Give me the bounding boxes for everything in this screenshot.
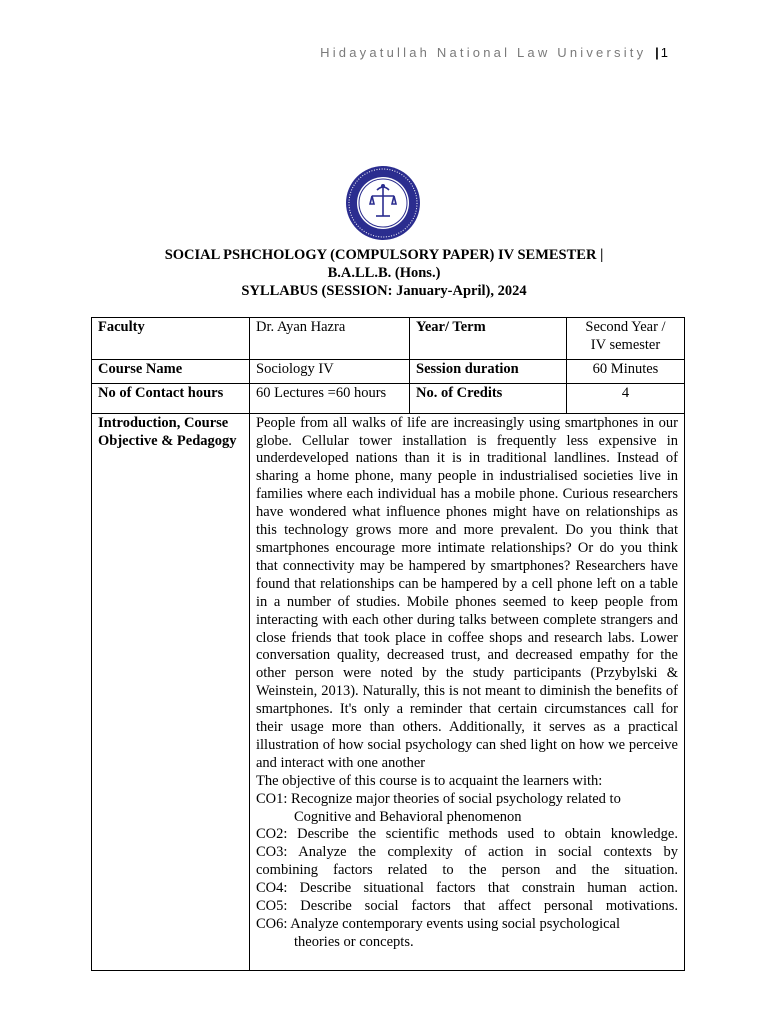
course-objective-4: CO4: Describe situational factors that constrain human action. — [256, 880, 678, 897]
course-objective-3-continued: combining factors related to the person and the situation. — [256, 862, 678, 879]
intro-label — [92, 413, 250, 970]
year-value-line-2: IV semester — [590, 336, 661, 353]
table-row-faculty — [92, 318, 685, 360]
table-row-introduction — [92, 413, 685, 970]
credits-label: No. of Credits — [410, 383, 567, 413]
university-seal-logo — [344, 164, 422, 242]
header-separator: | — [655, 45, 659, 60]
course-objective-3: CO3: Analyze the complexity of action in social contexts by — [256, 844, 678, 861]
year-label: Year/ Term — [410, 318, 567, 360]
year-value-line-1: Second Year / — [585, 319, 666, 335]
page-header — [320, 45, 668, 60]
contact-value: 60 Lectures =60 hours — [250, 383, 410, 413]
intro-content — [250, 413, 685, 970]
syllabus-table — [91, 317, 685, 971]
intro-label-line-1: Introduction, Course — [98, 414, 229, 431]
course-label: Course Name — [92, 359, 250, 383]
contact-label: No of Contact hours — [92, 383, 250, 413]
objective-intro: The objective of this course is to acquaint the learners with: — [256, 772, 603, 789]
table-row-contact — [92, 383, 685, 413]
course-value: Sociology IV — [250, 359, 410, 383]
course-objective-2: CO2: Describe the scientific methods used to obtain knowledge. — [256, 826, 678, 843]
intro-paragraph: People from all walks of life are increasingly using smartphones in our globe. Cellular tower installation is frequently less expensive in underdeveloped nations than it is in traditional landlines. Instead of sharing a home phone, many people in industrialised societies live in families where each individual has a mobile phone. Curious researchers have wondered what influence phones might have on relationships as this technology grows more and more prevalent. Do you think that smartphones encourage more intimate relationships? Or do you think that connectivity may be hampered by smartphones? Researchers have found that relationships can be hampered by a cell phone left on a table in a number of studies. Mobile phones seemed to keep people from interacting with each other during talks between complete strangers and close friends that took place in coffee shops and research labs. Lower conversation quality, decreased trust, and decreased empathy for the other person were noted by the study participants (Przybylski & Weinstein, 2013). Naturally, this is not meant to diminish the benefits of smartphones. It's only a reminder that certain circumstances call for their usage more than others. Additionally, it serves as a practical illustration of how social psychology can shed light on how we perceive and interact with one another — [256, 414, 678, 771]
duration-value: 60 Minutes — [567, 359, 685, 383]
table-row-course — [92, 359, 685, 383]
page-number: 1 — [660, 45, 668, 60]
course-objective-6-continued: theories or concepts. — [294, 933, 414, 950]
course-objective-6: CO6: Analyze contemporary events using social psychological — [256, 916, 621, 932]
university-name: Hidayatullah National Law University — [320, 45, 647, 60]
faculty-label: Faculty — [92, 318, 250, 360]
credits-value: 4 — [567, 383, 685, 413]
title-line-3: SYLLABUS (SESSION: January-April), 2024 — [241, 283, 527, 299]
course-objective-1-continued: Cognitive and Behavioral phenomenon — [294, 808, 522, 825]
intro-label-line-2: Objective & Pedagogy — [98, 432, 237, 449]
duration-label: Session duration — [410, 359, 567, 383]
course-objective-5: CO5: Describe social factors that affect personal motivations. — [256, 898, 678, 915]
document-title — [0, 246, 768, 300]
title-line-1: SOCIAL PSHCHOLOGY (COMPULSORY PAPER) IV SEMESTER | — [164, 247, 604, 263]
course-objective-1: CO1: Recognize major theories of social psychology related to — [256, 790, 621, 807]
year-value — [567, 318, 685, 360]
title-line-2: B.A.LL.B. (Hons.) — [327, 265, 441, 281]
faculty-value: Dr. Ayan Hazra — [250, 318, 410, 360]
